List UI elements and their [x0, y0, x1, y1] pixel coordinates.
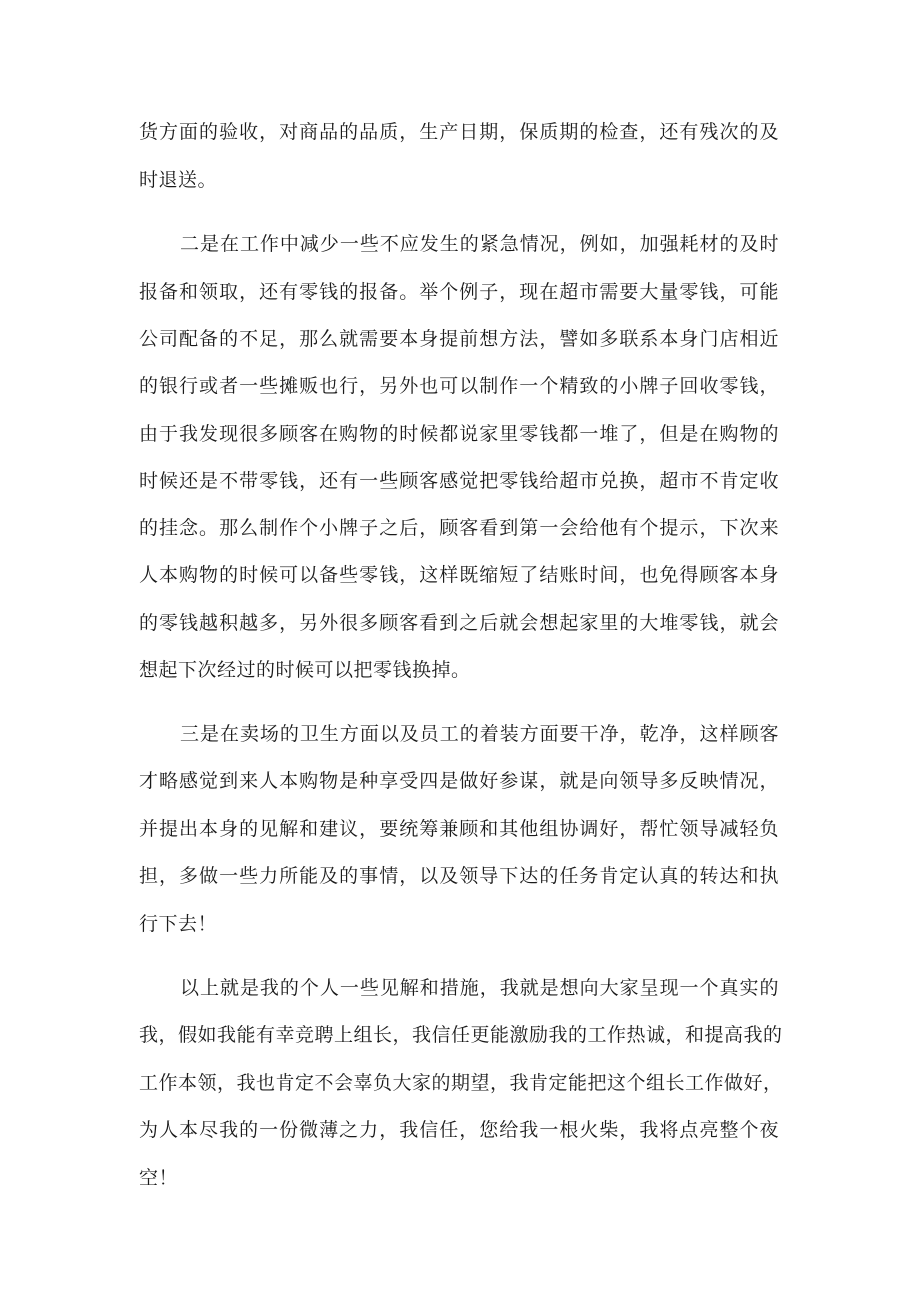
paragraph-3-line-5: 行下去！ — [139, 913, 218, 935]
paragraph-2-line-5: 由于我发现很多顾客在购物的时候都说家里零钱都一堆了，但是在购物的 — [139, 423, 779, 445]
paragraph-3-line-2: 才略感觉到来人本购物是种享受四是做好参谋，就是向领导多反映情况， — [139, 770, 779, 792]
paragraph-2-line-10: 想起下次经过的时候可以把零钱换掉。 — [139, 659, 471, 681]
paragraph-3-line-3: 并提出本身的见解和建议，要统筹兼顾和其他组协调好，帮忙领导减轻负 — [139, 818, 779, 840]
paragraph-1-line-1: 货方面的验收，对商品的品质，生产日期，保质期的检查，还有残次的及 — [139, 121, 779, 143]
paragraph-2-line-9: 的零钱越积越多，另外很多顾客看到之后就会想起家里的大堆零钱，就会 — [139, 612, 779, 634]
paragraph-4-line-1: 以上就是我的个人一些见解和措施，我就是想向大家呈现一个真实的 — [180, 977, 779, 999]
paragraph-2-line-1: 二是在工作中减少一些不应发生的紧急情况，例如，加强耗材的及时 — [180, 233, 779, 255]
paragraph-4-line-2: 我，假如我能有幸竞聘上组长，我信任更能激励我的工作热诚，和提高我的 — [139, 1024, 783, 1046]
paragraph-4-line-3: 工作本领，我也肯定不会辜负大家的期望，我肯定能把这个组长工作做好， — [139, 1072, 783, 1094]
paragraph-2-line-8: 人本购物的时候可以备些零钱，这样既缩短了结账时间，也免得顾客本身 — [139, 564, 779, 586]
paragraph-3-line-1: 三是在卖场的卫生方面以及员工的着装方面要干净，乾净，这样顾客 — [180, 723, 779, 745]
paragraph-2-line-7: 的挂念。那么制作个小牌子之后，顾客看到第一会给他有个提示，下次来 — [139, 517, 779, 539]
paragraph-3-line-4: 担，多做一些力所能及的事情，以及领导下达的任务肯定认真的转达和执 — [139, 865, 779, 887]
paragraph-2-line-3: 公司配备的不足，那么就需要本身提前想方法，譬如多联系本身门店相近 — [139, 328, 779, 350]
paragraph-2-line-2: 报备和领取，还有零钱的报备。举个例子，现在超市需要大量零钱，可能 — [139, 281, 779, 303]
paragraph-2-line-4: 的银行或者一些摊贩也行，另外也可以制作一个精致的小牌子回收零钱， — [139, 375, 779, 397]
paragraph-4-line-5: 空！ — [139, 1167, 179, 1189]
paragraph-4-line-4: 为人本尽我的一份微薄之力，我信任，您给我一根火柴，我将点亮整个夜 — [139, 1119, 779, 1141]
paragraph-1-line-2: 时退送。 — [139, 169, 218, 191]
paragraph-2-line-6: 时候还是不带零钱，还有一些顾客感觉把零钱给超市兑换，超市不肯定收 — [139, 470, 779, 492]
